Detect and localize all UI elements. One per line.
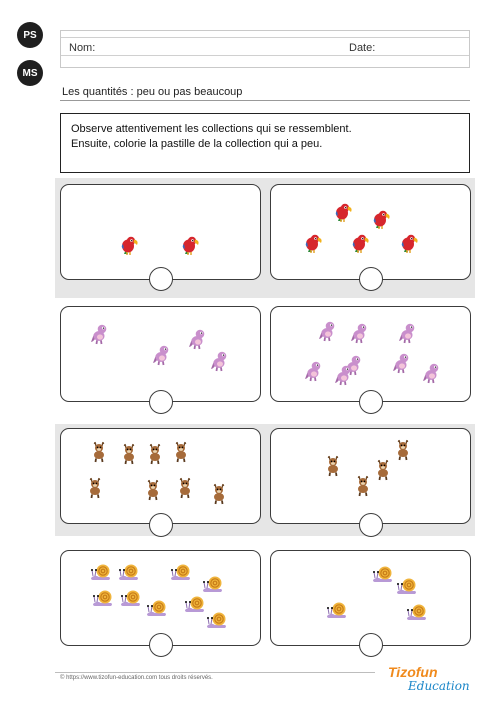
right-collection-card <box>270 428 471 524</box>
right-collection-card <box>270 184 471 280</box>
snail-icon <box>169 559 193 583</box>
instructions-box <box>60 113 470 173</box>
deer-icon <box>141 477 165 501</box>
right-pastille[interactable] <box>359 633 383 657</box>
snail-icon <box>91 585 115 609</box>
right-collection-card <box>270 306 471 402</box>
snail-icon <box>119 585 143 609</box>
deer-icon <box>117 441 141 465</box>
brand-logo <box>388 664 488 700</box>
title-underline <box>60 100 470 101</box>
deer-icon <box>83 475 107 499</box>
snail-icon <box>405 599 429 623</box>
instruction-line-2: Ensuite, colorie la pastille de la collection qui a peu. <box>71 138 323 150</box>
deer-icon <box>169 439 193 463</box>
left-collection-card <box>60 428 261 524</box>
snail-icon <box>117 559 141 583</box>
dinosaur-icon <box>301 359 325 383</box>
header-line-bottom <box>61 55 469 56</box>
deer-icon <box>143 441 167 465</box>
dinosaur-icon <box>315 319 339 343</box>
parrot-icon <box>397 231 421 255</box>
left-collection-card <box>60 306 261 402</box>
footer-rule <box>55 672 375 673</box>
dinosaur-icon <box>87 322 111 346</box>
copyright-text: © https://www.tizofun-education.com tous droits réservés. <box>60 675 213 681</box>
parrot-icon <box>348 231 372 255</box>
level-badge-ms: MS <box>17 60 43 86</box>
dinosaur-icon <box>389 351 413 375</box>
parrot-icon <box>369 207 393 231</box>
right-collection-card <box>270 550 471 646</box>
dinosaur-icon <box>149 343 173 367</box>
dinosaur-icon <box>395 321 419 345</box>
right-pastille[interactable] <box>359 513 383 537</box>
dinosaur-icon <box>347 321 371 345</box>
deer-icon <box>87 439 111 463</box>
name-date-box <box>60 30 470 68</box>
snail-icon <box>205 607 229 631</box>
deer-icon <box>207 481 231 505</box>
date-label: Date: <box>349 42 376 54</box>
snail-icon <box>325 597 349 621</box>
level-badge-ps: PS <box>17 22 43 48</box>
worksheet-title: Les quantités : peu ou pas beaucoup <box>62 86 243 98</box>
deer-icon <box>321 453 345 477</box>
deer-icon <box>351 473 375 497</box>
snail-icon <box>89 559 113 583</box>
left-collection-card <box>60 550 261 646</box>
right-pastille[interactable] <box>359 267 383 291</box>
dinosaur-icon <box>207 349 231 373</box>
parrot-icon <box>117 233 141 257</box>
snail-icon <box>395 573 419 597</box>
name-label: Nom: <box>69 42 96 54</box>
parrot-icon <box>178 233 202 257</box>
left-pastille[interactable] <box>149 633 173 657</box>
brand-sub: Education <box>408 679 470 693</box>
brand-name: Tizofun <box>388 664 438 680</box>
dinosaur-icon <box>185 327 209 351</box>
left-pastille[interactable] <box>149 513 173 537</box>
left-pastille[interactable] <box>149 390 173 414</box>
parrot-icon <box>331 200 355 224</box>
left-collection-card <box>60 184 261 280</box>
parrot-icon <box>301 231 325 255</box>
right-pastille[interactable] <box>359 390 383 414</box>
dinosaur-icon <box>331 363 355 387</box>
left-pastille[interactable] <box>149 267 173 291</box>
snail-icon <box>371 561 395 585</box>
deer-icon <box>173 475 197 499</box>
instruction-line-1: Observe attentivement les collections qui se ressemblent. <box>71 123 352 135</box>
snail-icon <box>183 591 207 615</box>
header-line-top <box>61 37 469 38</box>
dinosaur-icon <box>419 361 443 385</box>
snail-icon <box>145 595 169 619</box>
